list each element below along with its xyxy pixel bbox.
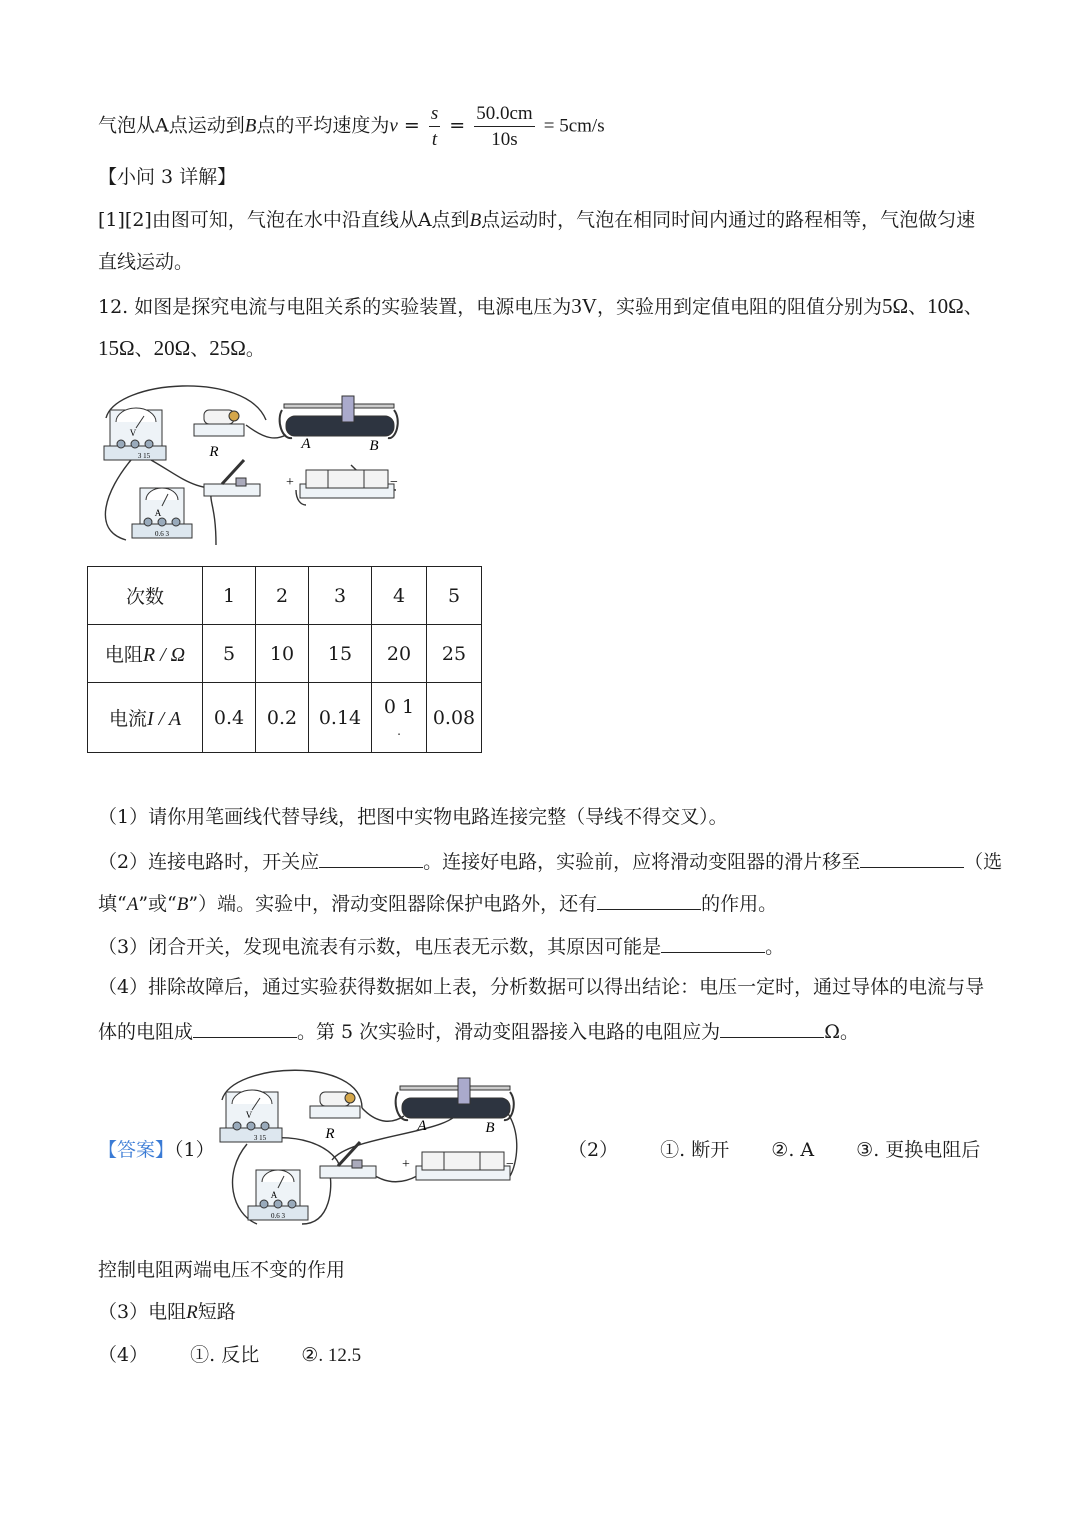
q12-line2: 15Ω、20Ω、25Ω。 [98, 336, 265, 360]
resistor-icon [194, 410, 244, 460]
table-row: 电流I / A 0.4 0.2 0.14 0 1 . 0.08 [88, 683, 482, 753]
answer-2-continued: 控制电阻两端电压不变的作用 [98, 1259, 346, 1281]
answer-blank [319, 851, 423, 868]
svg-text:3 15: 3 15 [137, 452, 151, 460]
switch-icon [320, 1142, 376, 1178]
answer-line: 【答案】（1） [98, 1139, 215, 1161]
answer-circuit-figure [212, 1064, 526, 1236]
switch-icon [204, 460, 260, 496]
svg-text:R: R [209, 444, 219, 460]
question-1: （1）请你用笔画线代替导线，把图中实物电路连接完整（导线不得交叉）。 [98, 806, 728, 828]
table-row: 次数 1 2 3 4 5 [88, 567, 482, 625]
svg-text:A: A [301, 436, 311, 452]
svg-text:0.6 3: 0.6 3 [155, 530, 169, 538]
svg-text:R: R [325, 1126, 335, 1142]
answer-4: （4） ①. 反比 ②. 12.5 [98, 1344, 362, 1366]
svg-text:−: − [390, 475, 398, 490]
battery-icon [286, 470, 398, 498]
svg-text:A: A [270, 1190, 278, 1200]
rheostat-icon [396, 1078, 514, 1136]
svg-text:+: + [286, 475, 294, 490]
svg-text:3 15: 3 15 [253, 1134, 267, 1142]
q3-heading: 【小问 3 详解】 [98, 166, 237, 188]
ammeter-icon [248, 1170, 308, 1220]
voltmeter-icon [220, 1090, 282, 1142]
svg-text:+: + [402, 1157, 410, 1172]
question-4-line2: 体的电阻成 。第 5 次实验时，滑动变阻器接入电路的电阻应为 Ω。 [98, 1021, 859, 1043]
data-table [87, 566, 482, 753]
question-4-line1: （4）排除故障后，通过实验获得数据如上表，分析数据可以得出结论：电压一定时，通过导体的电流与导 [98, 976, 985, 998]
svg-text:0.6 3: 0.6 3 [271, 1212, 285, 1220]
q3-explain-line1: [1][2]由图可知，气泡在水中沿直线从A点到B点运动时，气泡在相同时间内通过的路程相等，气泡做匀速 [98, 209, 976, 231]
voltmeter-icon [104, 408, 166, 460]
circuit-figure [96, 380, 410, 554]
answer-blank [860, 851, 964, 868]
ammeter-icon [132, 488, 192, 538]
answer-blank [720, 1021, 824, 1038]
svg-text:B: B [485, 1120, 495, 1136]
rheostat-icon [280, 396, 398, 454]
answer-blank [661, 936, 765, 953]
answer-3: （3）电阻R短路 [98, 1301, 236, 1323]
question-2-line1: （2）连接电路时，开关应 。连接好电路，实验前，应将滑动变阻器的滑片移至 （选 [98, 851, 1003, 873]
question-2-line2: 填“A”或“B”）端。实验中，滑动变阻器除保护电路外，还有 的作用。 [98, 893, 778, 915]
circuit-figure-svg [96, 380, 410, 554]
svg-text:A: A [154, 508, 162, 518]
answer-label: 【答案】 [98, 1139, 175, 1161]
speed-line: 气泡从A点运动到B点的平均速度为v = $\frac{s}{t}$ = $\frac{50.0cm}{10s}$ = 5cm/s [98, 103, 605, 150]
svg-text:B: B [369, 438, 379, 454]
distance-over-time-fraction: $\frac{50.0cm}{10s}$ [476, 103, 533, 150]
resistor-icon [310, 1092, 360, 1142]
svg-text:A: A [417, 1118, 427, 1134]
answer-2: （2） ①. 断开 ②. A ③. 更换电阻后 [568, 1139, 981, 1161]
q3-explain-line2: 直线运动。 [98, 251, 194, 273]
q12-line1: 12. 如图是探究电流与电阻关系的实验装置，电源电压为3V，实验用到定值电阻的阻值分别为5Ω、10Ω、 [98, 294, 983, 318]
battery-icon [402, 1152, 514, 1180]
answer-blank [597, 893, 701, 910]
svg-text:V: V [245, 1110, 253, 1120]
s-over-t-fraction: $\frac{s}{t}$ [430, 103, 439, 150]
answer-circuit-figure-svg [212, 1064, 526, 1236]
svg-text:−: − [506, 1157, 514, 1172]
table-row: 电阻R / Ω 5 10 15 20 25 [88, 625, 482, 683]
answer-blank [193, 1021, 297, 1038]
svg-text:V: V [129, 428, 137, 438]
question-3: （3）闭合开关，发现电流表有示数，电压表无示数，其原因可能是 。 [98, 936, 785, 958]
